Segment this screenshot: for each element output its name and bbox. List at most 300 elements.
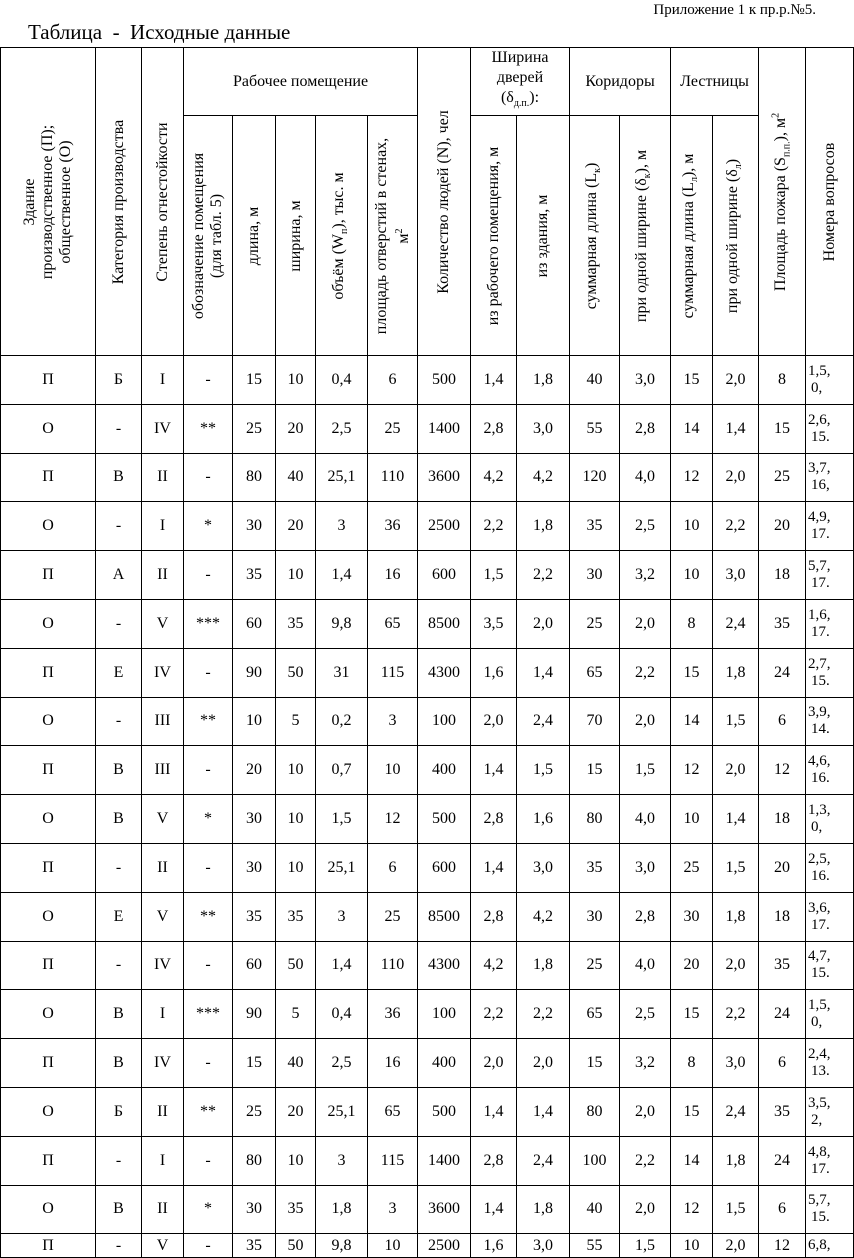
cell-fire-area: 15 <box>759 404 806 453</box>
cell-volume: 0,4 <box>316 356 368 405</box>
cell-length: 15 <box>233 356 276 405</box>
cell-length: 60 <box>233 941 276 990</box>
cell-fire-resistance: II <box>142 1087 184 1136</box>
cell-width: 10 <box>276 746 316 795</box>
cell-door-building: 2,0 <box>517 599 570 648</box>
cell-corridor-length: 35 <box>570 502 620 551</box>
cell-stairs-width: 1,8 <box>713 892 759 941</box>
cell-stairs-length: 10 <box>671 795 713 844</box>
cell-stairs-length: 10 <box>671 551 713 600</box>
table-title: Таблица - Исходные данные <box>28 20 291 44</box>
cell-building: П <box>1 843 96 892</box>
cell-volume: 1,5 <box>316 795 368 844</box>
cell-category: Б <box>96 1087 142 1136</box>
cell-volume: 25,1 <box>316 843 368 892</box>
cell-building: О <box>1 697 96 746</box>
cell-corridor-width: 2,0 <box>620 599 671 648</box>
cell-fire-area: 24 <box>759 648 806 697</box>
cell-corridor-length: 80 <box>570 795 620 844</box>
cell-openings-area: 3 <box>368 697 418 746</box>
questions-line-1: 1,5, <box>808 362 831 379</box>
cell-corridor-width: 4,0 <box>620 941 671 990</box>
cell-category: Е <box>96 648 142 697</box>
cell-category: - <box>96 1136 142 1185</box>
questions-line-2: 15. <box>811 1209 830 1226</box>
cell-questions <box>806 599 854 648</box>
header-stairs-width: при одной ширине $(\delta_л)$ <box>713 116 759 356</box>
header-length: длина, м <box>233 116 276 356</box>
questions-line-2: 16, <box>811 477 830 494</box>
cell-building: П <box>1 453 96 502</box>
cell-corridor-width: 2,2 <box>620 1136 671 1185</box>
cell-fire-area: 24 <box>759 1136 806 1185</box>
cell-room-designation: - <box>184 843 233 892</box>
table-row <box>1 599 854 648</box>
cell-questions <box>806 1087 854 1136</box>
cell-fire-resistance: IV <box>142 404 184 453</box>
header-door-width: Ширина дверей $(\delta_{д.п.})$: <box>471 48 570 116</box>
cell-corridor-width: 2,8 <box>620 892 671 941</box>
cell-door-room: 2,8 <box>471 795 517 844</box>
questions-line-1: 4,7, <box>808 948 831 965</box>
cell-fire-area: 35 <box>759 941 806 990</box>
cell-corridor-length: 100 <box>570 1136 620 1185</box>
cell-stairs-width: 2,0 <box>713 746 759 795</box>
cell-width: 40 <box>276 453 316 502</box>
cell-room-designation: - <box>184 356 233 405</box>
cell-category: В <box>96 795 142 844</box>
cell-door-building: 2,2 <box>517 990 570 1039</box>
cell-fire-resistance: I <box>142 990 184 1039</box>
cell-door-building: 1,8 <box>517 941 570 990</box>
cell-stairs-length: 30 <box>671 892 713 941</box>
cell-room-designation: *** <box>184 990 233 1039</box>
cell-door-building: 2,2 <box>517 551 570 600</box>
cell-openings-area: 65 <box>368 1087 418 1136</box>
cell-corridor-width: 3,2 <box>620 551 671 600</box>
cell-length: 80 <box>233 453 276 502</box>
cell-room-designation: - <box>184 648 233 697</box>
cell-fire-area: 18 <box>759 892 806 941</box>
cell-width: 20 <box>276 1087 316 1136</box>
cell-volume: 1,8 <box>316 1185 368 1234</box>
questions-line-1: 4,9, <box>808 509 831 526</box>
cell-volume: 0,4 <box>316 990 368 1039</box>
questions-line-1: 5,7, <box>808 558 831 575</box>
cell-door-room: 1,4 <box>471 1185 517 1234</box>
cell-width: 50 <box>276 648 316 697</box>
cell-length: 15 <box>233 1039 276 1088</box>
cell-stairs-length: 15 <box>671 648 713 697</box>
cell-building: О <box>1 502 96 551</box>
cell-fire-area: 8 <box>759 356 806 405</box>
cell-category: - <box>96 843 142 892</box>
cell-door-building: 2,4 <box>517 697 570 746</box>
cell-fire-resistance: IV <box>142 1039 184 1088</box>
cell-room-designation: - <box>184 1136 233 1185</box>
cell-questions <box>806 502 854 551</box>
cell-questions <box>806 1185 854 1234</box>
cell-door-building: 2,0 <box>517 1039 570 1088</box>
cell-door-room: 1,4 <box>471 843 517 892</box>
cell-door-building: 1,5 <box>517 746 570 795</box>
cell-stairs-width: 1,8 <box>713 648 759 697</box>
cell-volume: 0,2 <box>316 697 368 746</box>
table-row <box>1 648 854 697</box>
cell-door-building: 1,4 <box>517 648 570 697</box>
cell-fire-area: 20 <box>759 502 806 551</box>
cell-door-building: 3,0 <box>517 1234 570 1258</box>
cell-stairs-length: 8 <box>671 599 713 648</box>
cell-stairs-width: 3,0 <box>713 1039 759 1088</box>
cell-door-room: 1,6 <box>471 648 517 697</box>
cell-stairs-length: 14 <box>671 404 713 453</box>
cell-volume: 9,8 <box>316 599 368 648</box>
cell-people: 100 <box>418 990 471 1039</box>
cell-stairs-length: 8 <box>671 1039 713 1088</box>
cell-width: 35 <box>276 892 316 941</box>
cell-corridor-length: 25 <box>570 599 620 648</box>
cell-openings-area: 16 <box>368 551 418 600</box>
table-row <box>1 795 854 844</box>
questions-line-1: 5,7, <box>808 1192 831 1209</box>
cell-stairs-length: 10 <box>671 1234 713 1258</box>
questions-line-2: 17. <box>811 916 830 933</box>
cell-corridor-width: 3,2 <box>620 1039 671 1088</box>
cell-building: О <box>1 892 96 941</box>
cell-fire-area: 6 <box>759 1039 806 1088</box>
cell-room-designation: - <box>184 551 233 600</box>
cell-building: О <box>1 1087 96 1136</box>
cell-category: - <box>96 697 142 746</box>
cell-fire-area: 12 <box>759 746 806 795</box>
cell-volume: 3 <box>316 502 368 551</box>
cell-length: 35 <box>233 1234 276 1258</box>
cell-fire-resistance: V <box>142 795 184 844</box>
questions-line-2: 15. <box>811 672 830 689</box>
cell-stairs-width: 2,2 <box>713 502 759 551</box>
cell-questions <box>806 1039 854 1088</box>
cell-people: 600 <box>418 551 471 600</box>
questions-line-2: 0, <box>811 819 823 836</box>
cell-door-room: 1,6 <box>471 1234 517 1258</box>
cell-stairs-width: 2,4 <box>713 1087 759 1136</box>
cell-questions <box>806 892 854 941</box>
table-row <box>1 1039 854 1088</box>
cell-building: П <box>1 1136 96 1185</box>
cell-width: 5 <box>276 990 316 1039</box>
questions-line-1: 4,8, <box>808 1143 831 1160</box>
cell-category: Е <box>96 892 142 941</box>
cell-stairs-width: 1,5 <box>713 843 759 892</box>
cell-questions <box>806 697 854 746</box>
cell-stairs-length: 15 <box>671 356 713 405</box>
cell-fire-area: 20 <box>759 843 806 892</box>
questions-line-2: 14. <box>811 721 830 738</box>
cell-openings-area: 36 <box>368 502 418 551</box>
cell-door-building: 4,2 <box>517 453 570 502</box>
cell-volume: 3 <box>316 1136 368 1185</box>
cell-people: 1400 <box>418 404 471 453</box>
cell-fire-resistance: I <box>142 356 184 405</box>
source-data-table <box>0 47 854 1258</box>
table-row <box>1 941 854 990</box>
cell-openings-area: 115 <box>368 1136 418 1185</box>
cell-people: 500 <box>418 356 471 405</box>
cell-building: П <box>1 746 96 795</box>
cell-building: О <box>1 404 96 453</box>
cell-stairs-length: 15 <box>671 990 713 1039</box>
cell-openings-area: 10 <box>368 1234 418 1258</box>
header-stairs-length: суммарная длина $(L_л)$, м <box>671 116 713 356</box>
cell-door-room: 2,8 <box>471 404 517 453</box>
cell-stairs-length: 20 <box>671 941 713 990</box>
cell-room-designation: - <box>184 746 233 795</box>
cell-length: 35 <box>233 892 276 941</box>
table-row <box>1 843 854 892</box>
cell-length: 20 <box>233 746 276 795</box>
cell-questions <box>806 795 854 844</box>
cell-fire-resistance: I <box>142 502 184 551</box>
cell-volume: 25,1 <box>316 1087 368 1136</box>
header-building: Здание производственное (П); общественное (О) <box>1 48 96 356</box>
appendix-note: Приложение 1 к пр.р.№5. <box>653 2 816 18</box>
cell-corridor-width: 2,8 <box>620 404 671 453</box>
cell-people: 1400 <box>418 1136 471 1185</box>
questions-line-1: 1,5, <box>808 997 831 1014</box>
cell-volume: 0,7 <box>316 746 368 795</box>
cell-door-building: 1,8 <box>517 502 570 551</box>
cell-door-room: 1,4 <box>471 1087 517 1136</box>
cell-fire-resistance: I <box>142 1136 184 1185</box>
cell-people: 2500 <box>418 1234 471 1258</box>
cell-length: 60 <box>233 599 276 648</box>
questions-line-1: 2,5, <box>808 850 831 867</box>
cell-corridor-width: 4,0 <box>620 795 671 844</box>
questions-line-2: 17. <box>811 623 830 640</box>
cell-width: 35 <box>276 599 316 648</box>
cell-width: 10 <box>276 551 316 600</box>
table-row <box>1 1185 854 1234</box>
cell-building: П <box>1 551 96 600</box>
cell-length: 25 <box>233 404 276 453</box>
cell-corridor-length: 15 <box>570 1039 620 1088</box>
questions-line-1: 2,6, <box>808 411 831 428</box>
cell-fire-resistance: II <box>142 453 184 502</box>
cell-openings-area: 110 <box>368 941 418 990</box>
cell-people: 500 <box>418 795 471 844</box>
cell-corridor-length: 65 <box>570 990 620 1039</box>
cell-stairs-width: 1,4 <box>713 404 759 453</box>
cell-stairs-length: 12 <box>671 1185 713 1234</box>
cell-length: 30 <box>233 502 276 551</box>
cell-stairs-width: 3,0 <box>713 551 759 600</box>
cell-openings-area: 10 <box>368 746 418 795</box>
questions-line-1: 2,7, <box>808 655 831 672</box>
cell-questions <box>806 551 854 600</box>
cell-category: В <box>96 746 142 795</box>
table-row <box>1 746 854 795</box>
cell-fire-area: 25 <box>759 453 806 502</box>
questions-line-2: 17. <box>811 526 830 543</box>
cell-category: - <box>96 1234 142 1258</box>
cell-category: Б <box>96 356 142 405</box>
cell-questions <box>806 990 854 1039</box>
cell-openings-area: 110 <box>368 453 418 502</box>
cell-door-room: 2,2 <box>471 990 517 1039</box>
cell-room-designation: ** <box>184 892 233 941</box>
cell-door-building: 4,2 <box>517 892 570 941</box>
cell-openings-area: 3 <box>368 1185 418 1234</box>
cell-room-designation: - <box>184 1039 233 1088</box>
cell-room-designation: * <box>184 502 233 551</box>
header-from-building: из здания, м <box>517 116 570 356</box>
cell-openings-area: 6 <box>368 356 418 405</box>
cell-fire-resistance: V <box>142 892 184 941</box>
cell-questions <box>806 1234 854 1258</box>
cell-width: 40 <box>276 1039 316 1088</box>
cell-stairs-width: 2,0 <box>713 1234 759 1258</box>
cell-corridor-length: 80 <box>570 1087 620 1136</box>
cell-category: В <box>96 1039 142 1088</box>
cell-corridor-length: 55 <box>570 1234 620 1258</box>
cell-stairs-length: 14 <box>671 1136 713 1185</box>
questions-line-2: 17. <box>811 575 830 592</box>
cell-corridor-width: 4,0 <box>620 453 671 502</box>
cell-fire-area: 6 <box>759 1185 806 1234</box>
cell-room-designation: * <box>184 795 233 844</box>
cell-stairs-width: 2,0 <box>713 453 759 502</box>
cell-fire-resistance: II <box>142 843 184 892</box>
cell-stairs-length: 14 <box>671 697 713 746</box>
cell-length: 90 <box>233 648 276 697</box>
cell-stairs-length: 12 <box>671 746 713 795</box>
cell-stairs-width: 2,4 <box>713 599 759 648</box>
cell-volume: 1,4 <box>316 941 368 990</box>
cell-width: 50 <box>276 941 316 990</box>
cell-corridor-length: 30 <box>570 892 620 941</box>
questions-line-1: 6,8, <box>808 1237 831 1254</box>
cell-openings-area: 25 <box>368 892 418 941</box>
cell-questions <box>806 843 854 892</box>
cell-corridor-length: 15 <box>570 746 620 795</box>
cell-width: 10 <box>276 1136 316 1185</box>
cell-room-designation: - <box>184 1234 233 1258</box>
questions-line-1: 1,6, <box>808 606 831 623</box>
cell-category: В <box>96 453 142 502</box>
cell-corridor-length: 70 <box>570 697 620 746</box>
questions-line-2: 16. <box>811 770 830 787</box>
cell-building: П <box>1 648 96 697</box>
cell-volume: 2,5 <box>316 404 368 453</box>
cell-room-designation: ** <box>184 1087 233 1136</box>
cell-people: 3600 <box>418 1185 471 1234</box>
questions-line-1: 2,4, <box>808 1046 831 1063</box>
cell-stairs-width: 2,0 <box>713 941 759 990</box>
cell-questions <box>806 356 854 405</box>
header-volume: объём $(W_п)$, тыс. м <box>316 116 368 356</box>
cell-length: 30 <box>233 795 276 844</box>
cell-building: О <box>1 1185 96 1234</box>
cell-corridor-width: 1,5 <box>620 1234 671 1258</box>
cell-volume: 2,5 <box>316 1039 368 1088</box>
cell-stairs-width: 1,4 <box>713 795 759 844</box>
cell-stairs-width: 1,8 <box>713 1136 759 1185</box>
cell-building: П <box>1 1234 96 1258</box>
cell-corridor-length: 35 <box>570 843 620 892</box>
header-questions: Номера вопросов <box>806 48 854 356</box>
cell-length: 25 <box>233 1087 276 1136</box>
questions-line-1: 3,6, <box>808 899 831 916</box>
cell-people: 8500 <box>418 892 471 941</box>
cell-stairs-width: 1,5 <box>713 697 759 746</box>
questions-line-1: 1,3, <box>808 802 831 819</box>
cell-stairs-length: 12 <box>671 453 713 502</box>
table-row <box>1 404 854 453</box>
cell-corridor-width: 3,0 <box>620 356 671 405</box>
cell-corridor-width: 2,0 <box>620 1087 671 1136</box>
cell-fire-resistance: IV <box>142 941 184 990</box>
cell-openings-area: 16 <box>368 1039 418 1088</box>
cell-corridor-length: 30 <box>570 551 620 600</box>
cell-door-room: 3,5 <box>471 599 517 648</box>
cell-fire-area: 24 <box>759 990 806 1039</box>
cell-door-building: 1,8 <box>517 1185 570 1234</box>
cell-corridor-width: 1,5 <box>620 746 671 795</box>
header-corridors: Коридоры <box>570 48 671 116</box>
questions-line-1: 3,9, <box>808 704 831 721</box>
table-body <box>1 356 854 1258</box>
cell-room-designation: - <box>184 453 233 502</box>
cell-door-room: 4,2 <box>471 453 517 502</box>
cell-people: 400 <box>418 1039 471 1088</box>
cell-questions <box>806 648 854 697</box>
cell-questions <box>806 746 854 795</box>
cell-corridor-width: 2,5 <box>620 502 671 551</box>
header-openings-area: площадь отверстий в стенах, $м^2$ <box>368 116 418 356</box>
cell-category: - <box>96 502 142 551</box>
cell-building: О <box>1 599 96 648</box>
questions-line-2: 15. <box>811 428 830 445</box>
cell-corridor-length: 25 <box>570 941 620 990</box>
header-width: ширина, м <box>276 116 316 356</box>
cell-category: В <box>96 1185 142 1234</box>
cell-fire-area: 6 <box>759 697 806 746</box>
cell-category: - <box>96 599 142 648</box>
cell-fire-resistance: IV <box>142 648 184 697</box>
cell-door-building: 3,0 <box>517 404 570 453</box>
cell-fire-area: 35 <box>759 1087 806 1136</box>
cell-door-room: 1,5 <box>471 551 517 600</box>
cell-width: 50 <box>276 1234 316 1258</box>
header-fire-area: Площадь пожара $(S_{п.п.})$, $м^2$ <box>759 48 806 356</box>
table-row <box>1 551 854 600</box>
cell-corridor-width: 2,2 <box>620 648 671 697</box>
cell-corridor-length: 40 <box>570 1185 620 1234</box>
cell-stairs-length: 10 <box>671 502 713 551</box>
cell-door-room: 1,4 <box>471 746 517 795</box>
table-row <box>1 1234 854 1258</box>
cell-people: 3600 <box>418 453 471 502</box>
cell-fire-area: 18 <box>759 795 806 844</box>
cell-corridor-width: 2,5 <box>620 990 671 1039</box>
cell-category: - <box>96 404 142 453</box>
cell-category: А <box>96 551 142 600</box>
cell-room-designation: * <box>184 1185 233 1234</box>
cell-room-designation: - <box>184 941 233 990</box>
cell-people: 400 <box>418 746 471 795</box>
table-row <box>1 892 854 941</box>
